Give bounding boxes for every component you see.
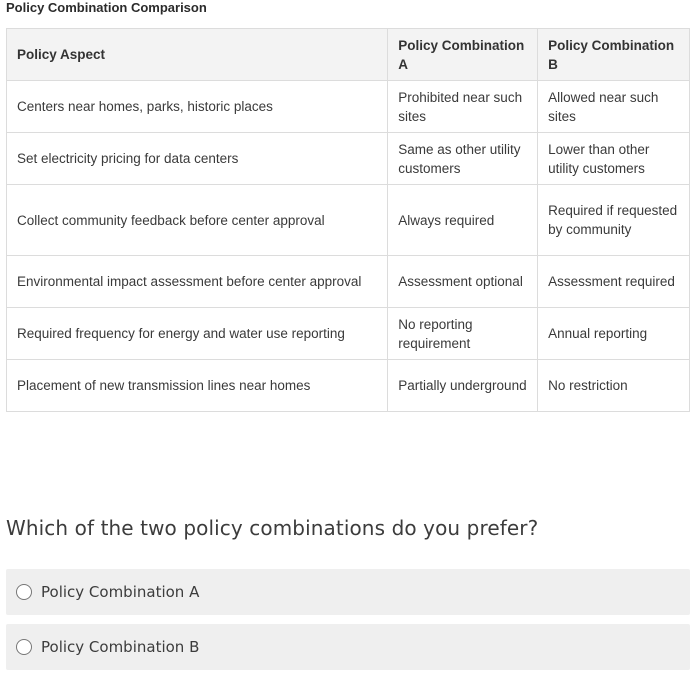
option-label: Policy Combination B (41, 638, 200, 656)
cell-aspect: Set electricity pricing for data centers (7, 133, 388, 185)
option-combination-a[interactable] (6, 569, 690, 615)
cell-combination-a: Prohibited near such sites (388, 81, 538, 133)
header-policy-aspect: Policy Aspect (7, 29, 388, 81)
cell-combination-a: Partially underground (388, 360, 538, 412)
cell-combination-a: Assessment optional (388, 256, 538, 308)
preference-question: Which of the two policy combinations do you prefer? (6, 516, 539, 540)
cell-combination-b: Required if requested by community (538, 185, 690, 256)
table-title: Policy Combination Comparison (6, 0, 207, 15)
radio-button-icon[interactable] (16, 639, 32, 655)
cell-combination-b: Lower than other utility customers (538, 133, 690, 185)
option-label: Policy Combination A (41, 583, 200, 601)
table-header-row (7, 29, 690, 81)
cell-combination-b: No restriction (538, 360, 690, 412)
cell-aspect: Environmental impact assessment before center approval (7, 256, 388, 308)
table-row (7, 308, 690, 360)
radio-button-icon[interactable] (16, 584, 32, 600)
cell-combination-b: Allowed near such sites (538, 81, 690, 133)
cell-combination-a: Always required (388, 185, 538, 256)
cell-combination-b: Annual reporting (538, 308, 690, 360)
header-combination-a: Policy Combination A (388, 29, 538, 81)
cell-combination-a: Same as other utility customers (388, 133, 538, 185)
cell-aspect: Required frequency for energy and water use reporting (7, 308, 388, 360)
table-row (7, 133, 690, 185)
table-row (7, 185, 690, 256)
policy-comparison-table (6, 28, 690, 412)
table-row (7, 81, 690, 133)
cell-aspect: Centers near homes, parks, historic places (7, 81, 388, 133)
cell-aspect: Placement of new transmission lines near homes (7, 360, 388, 412)
header-combination-b: Policy Combination B (538, 29, 690, 81)
cell-aspect: Collect community feedback before center approval (7, 185, 388, 256)
table-row (7, 360, 690, 412)
cell-combination-b: Assessment required (538, 256, 690, 308)
table-row (7, 256, 690, 308)
option-combination-b[interactable] (6, 624, 690, 670)
cell-combination-a: No reporting requirement (388, 308, 538, 360)
